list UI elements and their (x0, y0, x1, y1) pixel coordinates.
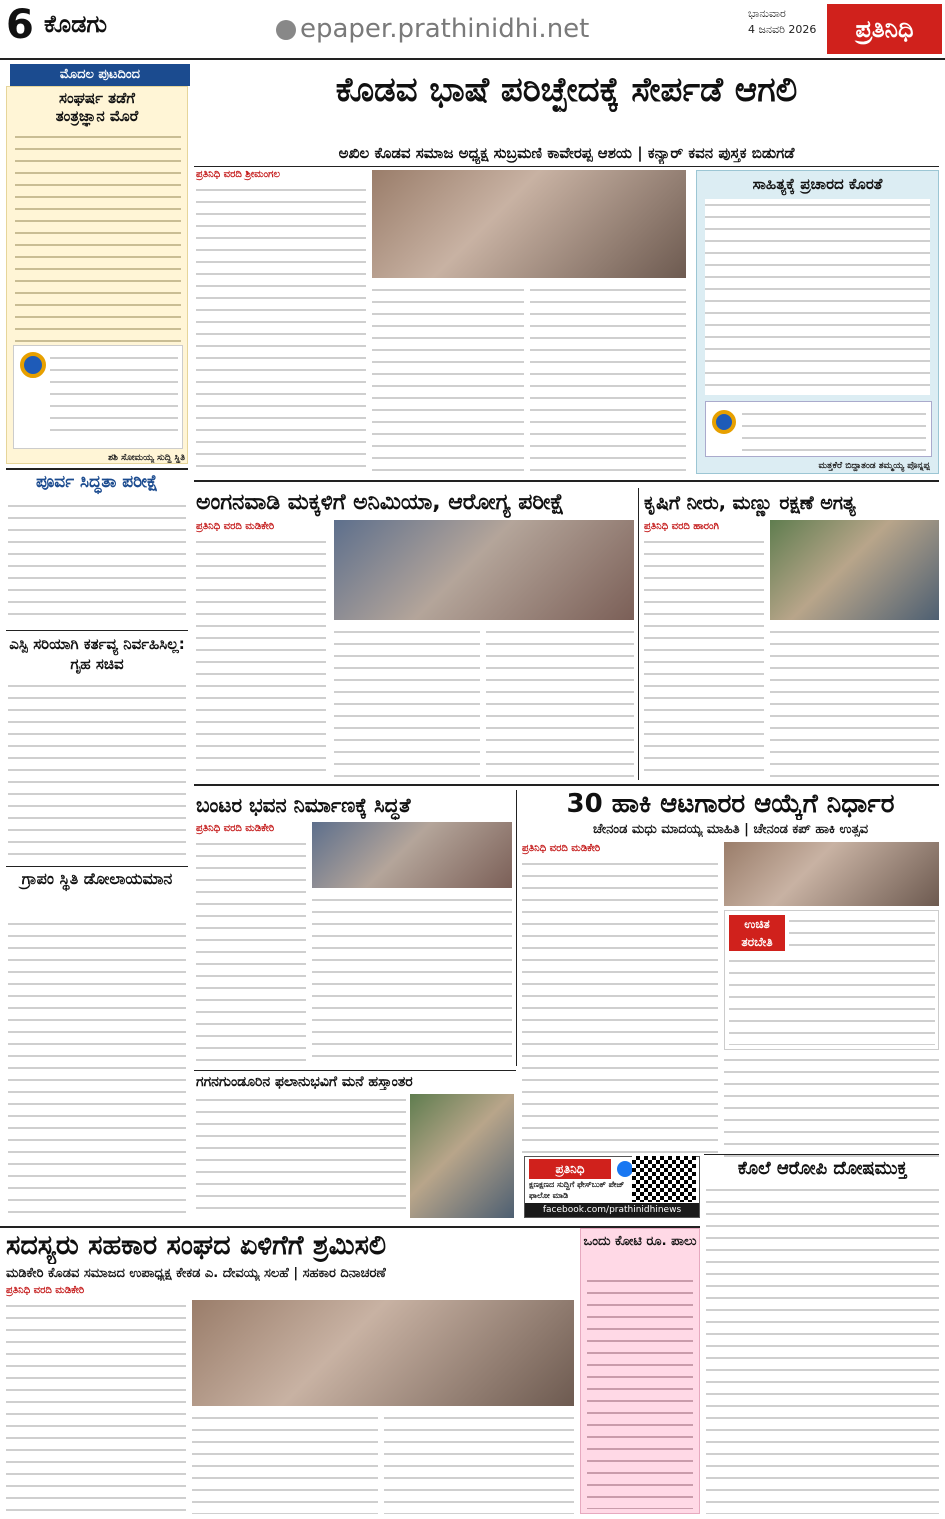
story2-body (8, 500, 186, 624)
fb-handle[interactable]: facebook.com/prathinidhinews (525, 1203, 699, 1217)
sidebar-body (705, 199, 930, 395)
section-name: ಕೊಡಗು (44, 10, 107, 38)
sahakara-body-col3 (384, 1412, 574, 1514)
left-story-2 (6, 472, 188, 628)
wildlife-box-body (50, 352, 178, 440)
lead-body-col1 (196, 184, 366, 474)
training-tag: ಉಚಿತ ತರಬೇತಿ (729, 915, 785, 951)
story4-headline: ಗ್ರಾಪಂ ಸ್ಥಿತಿ ಡೋಲಾಯಮಾನ (21, 869, 173, 888)
gaganduru-headline: ಗಗನಗುಂಡೂರಿನ ಫಲಾನುಭವಿಗೆ ಮನೆ ಹಸ್ತಾಂತರ (196, 1074, 413, 1090)
date: 4 ಜನವರಿ 2026 (748, 23, 817, 36)
kole-body (706, 1184, 939, 1514)
divider (6, 468, 188, 470)
paper-logo: ಪ್ರತಿನಿಧಿ (827, 4, 942, 54)
krishi-byline: ಪ್ರತಿನಿಧಿ ವರದಿ ಹಾರಂಗಿ (644, 521, 719, 532)
divider (6, 630, 188, 631)
hockey-box (724, 910, 939, 1050)
divider (194, 1070, 516, 1071)
hockey-box-body2 (729, 955, 935, 1045)
lead-body-col2 (372, 284, 524, 474)
qr-code[interactable] (632, 1156, 696, 1202)
badge-icon (712, 410, 736, 434)
lead-sidebar (696, 170, 939, 474)
badge-icon (20, 352, 46, 378)
bantara-headline: ಬಂಟರ ಭವನ ನಿರ್ಮಾಣಕ್ಕೆ ಸಿದ್ಧತೆ (196, 793, 411, 817)
wildlife-box (13, 345, 183, 449)
continued-ribbon: ಮೊದಲ ಪುಟದಿಂದ (10, 64, 190, 86)
sidebar-note (705, 401, 932, 457)
left-story-1 (6, 86, 188, 464)
bantara-body-col2 (312, 894, 512, 1066)
story1-headline: ತಂತ್ರಜ್ಞಾನ ಮೊರೆ (55, 107, 139, 125)
hockey-body-col2 (724, 1054, 939, 1158)
story3-body (8, 680, 186, 860)
lead-body-col3 (530, 284, 686, 474)
site-url[interactable]: epaper.prathinidhi.net (300, 14, 590, 44)
story1-body (15, 131, 181, 351)
divider (194, 166, 939, 167)
anganwadi-byline: ಪ್ರತಿನಿಧಿ ವರದಿ ಮಡಿಕೇರಿ (196, 521, 275, 532)
bantara-byline: ಪ್ರತಿನಿಧಿ ವರದಿ ಮಡಿಕೇರಿ (196, 823, 275, 834)
hockey-photo (724, 842, 939, 906)
divider (704, 1154, 939, 1155)
sidebar-note-body (742, 408, 926, 452)
pink-box-title: ಒಂದು ಕೋಟಿ ರೂ. ಪಾಲು (583, 1234, 697, 1249)
sahakara-body-col2 (192, 1412, 378, 1514)
divider (6, 866, 188, 867)
pink-box-body (587, 1275, 693, 1509)
story1-kicker: ಸಂಘರ್ಷ ತಡೆಗೆ (59, 89, 135, 107)
pink-box (580, 1228, 700, 1514)
column-rule (638, 488, 639, 780)
lead-byline: ಪ್ರತಿನಿಧಿ ವರದಿ ಶ್ರೀಮಂಗಲ (196, 169, 280, 180)
sidebar-credit: ಮತ್ತಕೆರೆ ಬಿದ್ದಾತಂಡ ತಮ್ಮಯ್ಯ ಪೊನ್ನಪ್ಪ (818, 461, 930, 471)
left-story-3 (6, 634, 188, 864)
hockey-subhead: ಚೇನಂಡ ಮಧು ಮಾದಯ್ಯ ಮಾಹಿತಿ | ಚೇನಂಡ ಕಪ್ ಹಾಕಿ ಉತ್ಸವ (592, 822, 869, 837)
lead-headline: ಕೊಡವ ಭಾಷೆ ಪರಿಚ್ಛೇದಕ್ಕೆ ಸೇರ್ಪಡೆ ಆಗಲಿ (335, 70, 798, 110)
krishi-body-col1 (644, 536, 764, 780)
hockey-body-col1 (522, 858, 718, 1158)
sidebar-headline: ಸಾಹಿತ್ಯಕ್ಕೆ ಪ್ರಚಾರದ ಕೊರತೆ (752, 175, 883, 193)
masthead (0, 0, 945, 60)
krishi-photo (770, 520, 939, 620)
sahakara-byline: ಪ್ರತಿನಿಧಿ ವರದಿ ಮಡಿಕೇರಿ (6, 1285, 85, 1296)
story2-headline: ಪೂರ್ವ ಸಿದ್ಧತಾ ಪರೀಕ್ಷೆ (36, 472, 158, 492)
divider (194, 784, 939, 786)
anganwadi-photo (334, 520, 634, 620)
krishi-headline: ಕೃಷಿಗೆ ನೀರು, ಮಣ್ಣು ರಕ್ಷಣೆ ಅಗತ್ಯ (644, 492, 856, 514)
fb-promo-text: ಕ್ಷಣಕ್ಷಣದ ಸುದ್ದಿಗೆ ಫೇಸ್‌ಬುಕ್ ಪೇಜ್ ಫಾಲೋ ಮಾಡಿ (529, 1180, 625, 1200)
story1-byline: ಶಶಿ ಸೋಮಯ್ಯ ಸುದ್ದಿ ಸ್ಥಿತಿ (108, 453, 185, 463)
story4-body (8, 918, 186, 1214)
lead-subhead: ಅಖಿಲ ಕೊಡವ ಸಮಾಜ ಅಧ್ಯಕ್ಷ ಸುಬ್ರಮಣಿ ಕಾವೇರಪ್ಪ ಆಶಯ | ಕನ್ಯಾರ್ ಕವನ ಪುಸ್ತಕ ಬಿಡುಗಡೆ (338, 144, 795, 162)
story3-headline: ಎಸ್ಪಿ ಸರಿಯಾಗಿ ಕರ್ತವ್ಯ ನಿರ್ವಹಿಸಿಲ್ಲ: ಗೃಹ ಸಚಿವ (9, 635, 185, 673)
bantara-body-col1 (196, 838, 306, 1066)
anganwadi-body-col2 (334, 626, 480, 780)
sahakara-subhead: ಮಡಿಕೇರಿ ಕೊಡವ ಸಮಾಜದ ಉಪಾಧ್ಯಕ್ಷ ಕೇಕಡ ಎ. ದೇವಯ್ಯ ಸಲಹೆ | ಸಹಕಾರ ದಿನಾಚರಣೆ (6, 1266, 386, 1281)
kole-headline: ಕೊಲೆ ಆರೋಪಿ ದೋಷಮುಕ್ತ (737, 1158, 908, 1179)
sahakara-body-col1 (6, 1300, 186, 1514)
anganwadi-body-col1 (196, 536, 326, 780)
bantara-photo (312, 822, 512, 888)
page-number: 6 (6, 2, 34, 48)
book-release-photo (372, 170, 686, 278)
sahakara-photo (192, 1300, 574, 1406)
gaganduru-photo (410, 1094, 514, 1218)
facebook-icon (617, 1161, 633, 1177)
gaganduru-body (196, 1094, 406, 1218)
anganwadi-headline: ಅಂಗನವಾಡಿ ಮಕ್ಕಳಿಗೆ ಅನಿಮಿಯಾ, ಆರೋಗ್ಯ ಪರೀಕ್ಷೆ (196, 490, 565, 515)
column-rule (516, 790, 517, 1066)
fb-promo-logo: ಪ್ರತಿನಿಧಿ (529, 1159, 611, 1179)
hockey-headline: 30 ಹಾಕಿ ಆಟಗಾರರ ಆಯ್ಕೆಗೆ ನಿರ್ಧಾರ (566, 789, 895, 819)
left-story-4 (6, 868, 188, 1218)
hockey-byline: ಪ್ರತಿನಿಧಿ ವರದಿ ಮಡಿಕೇರಿ (522, 843, 601, 854)
weekday: ಭಾನುವಾರ (748, 7, 786, 20)
globe-icon (276, 20, 296, 40)
krishi-body-col2 (770, 626, 939, 780)
issue-date (748, 6, 816, 38)
hockey-box-body1 (789, 915, 935, 951)
sahakara-headline: ಸದಸ್ಯರು ಸಹಕಾರ ಸಂಘದ ಏಳಿಗೆಗೆ ಶ್ರಮಿಸಲಿ (6, 1230, 387, 1261)
divider (194, 480, 939, 482)
anganwadi-body-col3 (486, 626, 634, 780)
